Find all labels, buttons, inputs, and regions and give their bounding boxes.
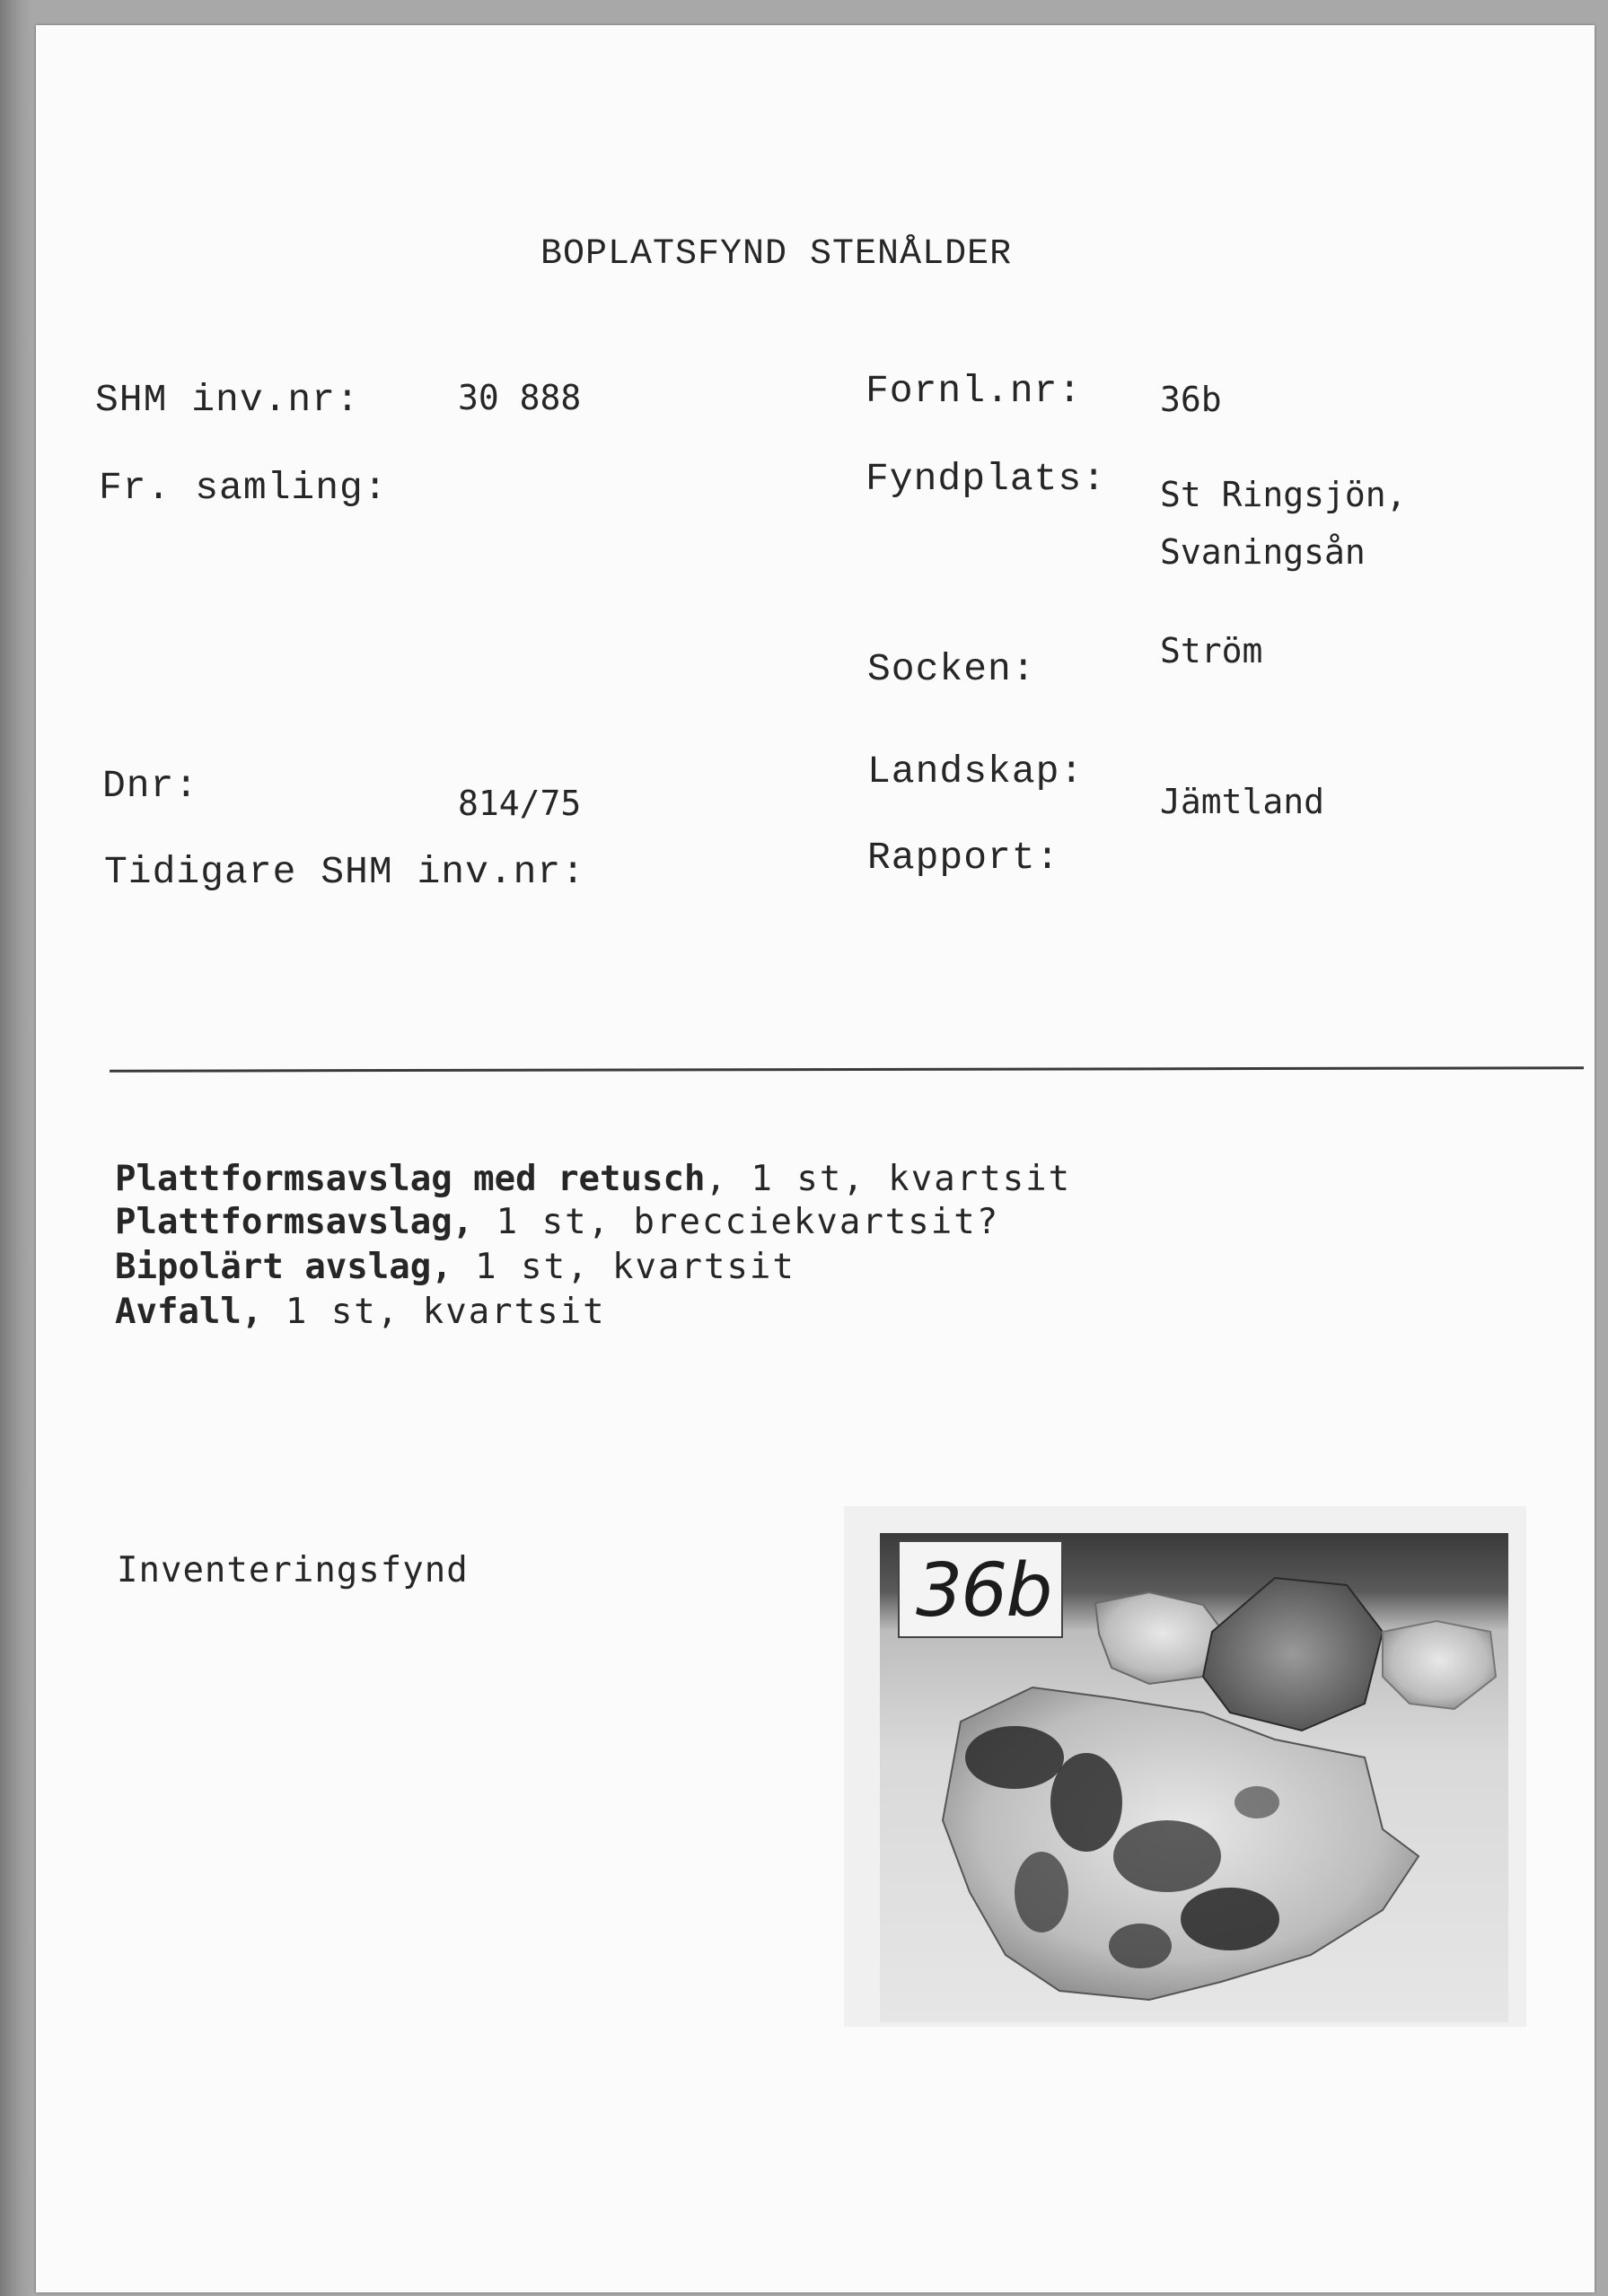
find-item-1-name: Plattformsavslag med retusch	[115, 1159, 706, 1199]
dnr-label: Dnr:	[102, 764, 199, 808]
find-item-2-detail: 1 st, brecciekvartsit?	[473, 1202, 1000, 1242]
find-item-4-name: Avfall,	[115, 1292, 263, 1332]
find-item-3-detail: 1 st, kvartsit	[452, 1247, 795, 1287]
fyndplats-line1: St Ringsjön,	[1160, 475, 1407, 514]
dnr-value: 814/75	[458, 784, 582, 823]
find-item-2	[115, 1202, 1000, 1242]
landskap-value: Jämtland	[1160, 782, 1325, 821]
catalog-card	[36, 25, 1595, 2292]
artifact-photo-image	[880, 1533, 1508, 2022]
card-title: BOPLATSFYND STENÅLDER	[540, 234, 1013, 275]
find-item-3	[115, 1247, 795, 1287]
landskap-label: Landskap:	[867, 749, 1085, 793]
socken-label: Socken:	[867, 647, 1036, 691]
fornl-value: 36b	[1160, 380, 1222, 419]
inventory-note: Inventeringsfynd	[117, 1550, 469, 1591]
find-item-4-detail: 1 st, kvartsit	[262, 1292, 606, 1332]
find-item-2-name: Plattformsavslag,	[115, 1202, 474, 1242]
tidigare-shm-inv-label: Tidigare SHM inv.nr:	[104, 850, 586, 894]
artifact-photo	[844, 1506, 1526, 2027]
find-item-1	[115, 1159, 1072, 1199]
find-item-1-detail: , 1 st, kvartsit	[705, 1159, 1072, 1199]
photo-number-tag	[898, 1540, 1063, 1638]
fyndplats-line2: Svaningsån	[1160, 532, 1366, 572]
fyndplats-label: Fyndplats:	[866, 457, 1107, 501]
rapport-label: Rapport:	[867, 836, 1060, 880]
socken-value: Ström	[1160, 631, 1263, 670]
fornl-label: Fornl.nr:	[866, 369, 1083, 413]
divider-line	[110, 1066, 1584, 1072]
fr-samling-label: Fr. samling:	[99, 466, 388, 510]
find-item-3-name: Bipolärt avslag,	[115, 1247, 453, 1287]
find-item-4	[115, 1292, 606, 1332]
photo-number-text: 36b	[916, 1548, 1051, 1634]
shm-inv-value: 30 888	[458, 378, 582, 417]
shm-inv-label: SHM inv.nr:	[95, 378, 360, 422]
